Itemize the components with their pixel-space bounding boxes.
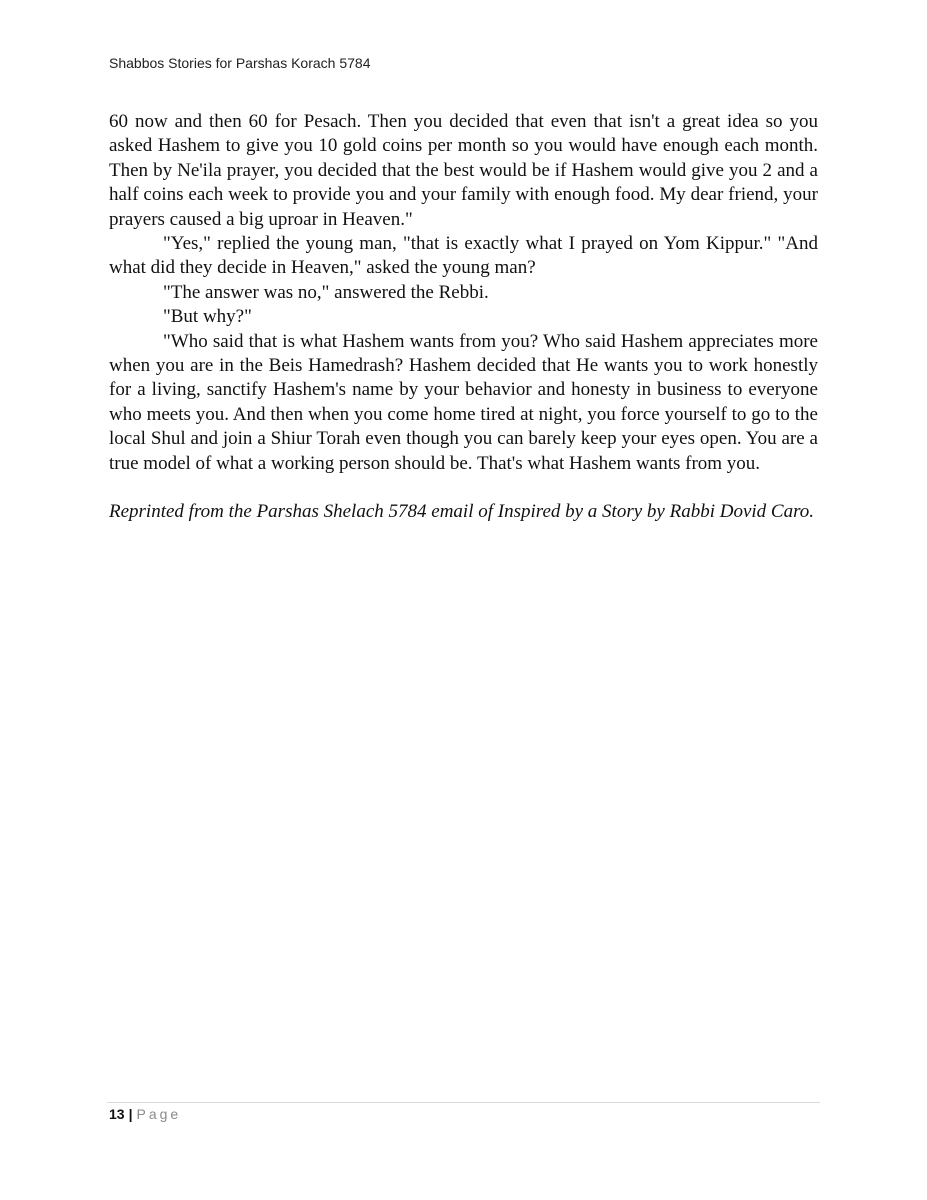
story-paragraph: "Who said that is what Hashem wants from you? Who said Hashem appreciates more when you are in the Beis Hamedrash? Hashem decided that He wants you to work honestly for a living, sanctify Hashem's name by your behavior and honesty in business to everyone who meets you. And then when you come home tired at night, you force yourself to go to the local Shul and join a Shiur Torah even though you can barely keep your eyes open. You are a true model of what a working person should be. That's what Hashem wants from you. (109, 330, 818, 474)
footer-divider (107, 1102, 820, 1103)
page-label: Page (136, 1106, 182, 1122)
page-number: 13 (109, 1106, 125, 1122)
story-body (109, 110, 818, 525)
reprint-credit: Reprinted from the Parshas Shelach 5784 email of Inspired by a Story by Rabbi Dovid Caro. (109, 501, 815, 523)
footer-separator: | (128, 1106, 133, 1122)
story-paragraph: "The answer was no," answered the Rebbi. (163, 281, 489, 303)
page-footer (109, 1106, 181, 1122)
running-header: Shabbos Stories for Parshas Korach 5784 (109, 55, 371, 71)
story-paragraph: 60 now and then 60 for Pesach. Then you decided that even that isn't a great idea so you asked Hashem to give you 10 gold coins per month so you would have enough each month. Then by Ne'ila prayer, you decided that the best would be if Hashem would give you 2 and a half coins each week to provide you and your family with enough food. My dear friend, your prayers caused a big uproar in Heaven." (109, 111, 818, 230)
story-paragraph: "But why?" (163, 306, 252, 328)
story-paragraph: "Yes," replied the young man, "that is exactly what I prayed on Yom Kippur." "And what did they decide in Heaven," asked the young man? (109, 233, 818, 279)
